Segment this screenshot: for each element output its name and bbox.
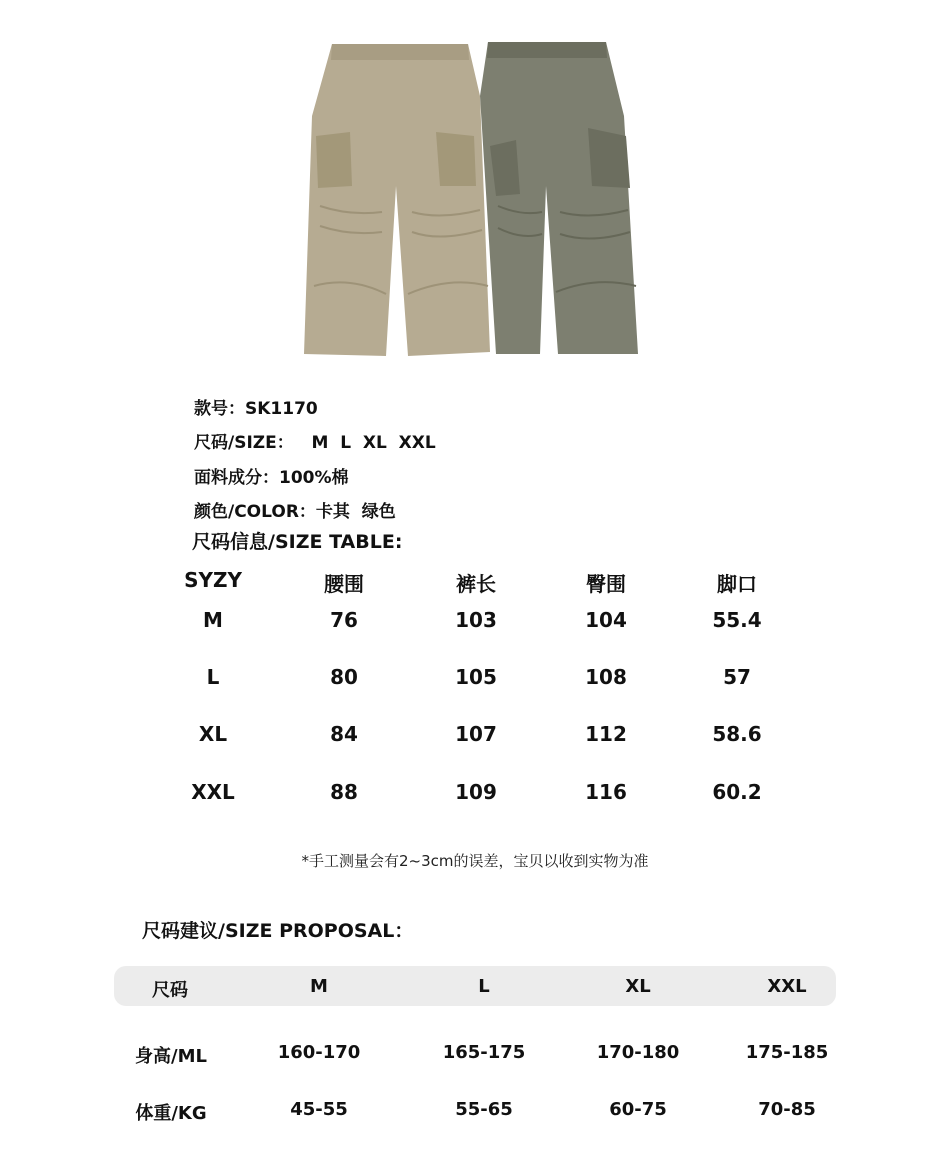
proposal-header: 尺码 bbox=[152, 980, 188, 1001]
proposal-cell: 45-55 bbox=[290, 1099, 348, 1120]
size-table-cell: 112 bbox=[585, 722, 627, 746]
size-table-cell: 55.4 bbox=[712, 608, 762, 632]
size-table-cell: M bbox=[203, 608, 223, 632]
proposal-cell: 60-75 bbox=[609, 1099, 667, 1120]
size-table-header: 脚口 bbox=[717, 572, 757, 596]
proposal-cell: 70-85 bbox=[758, 1099, 816, 1120]
style-number: 款号：SK1170 bbox=[194, 399, 318, 419]
color-options: 颜色/COLOR：卡其 绿色 bbox=[194, 502, 396, 522]
size-table-cell: XXL bbox=[191, 780, 235, 804]
size-table-cell: 57 bbox=[723, 665, 751, 689]
size-table-cell: 84 bbox=[330, 722, 358, 746]
size-table-cell: 76 bbox=[330, 608, 358, 632]
proposal-header: L bbox=[478, 976, 490, 997]
size-table-cell: 104 bbox=[585, 608, 627, 632]
size-table-cell: 108 bbox=[585, 665, 627, 689]
fabric-composition: 面料成分：100%棉 bbox=[194, 468, 349, 488]
size-table-cell: 60.2 bbox=[712, 780, 762, 804]
proposal-cell: 170-180 bbox=[596, 1042, 680, 1063]
size-table-header: 腰围 bbox=[324, 572, 364, 596]
size-table-cell: 58.6 bbox=[712, 722, 762, 746]
proposal-header: M bbox=[310, 976, 328, 997]
size-table-cell: 80 bbox=[330, 665, 358, 689]
proposal-cell: 165-175 bbox=[442, 1042, 526, 1063]
size-table-header: 臀围 bbox=[586, 572, 626, 596]
size-table-header: SYZY bbox=[184, 568, 242, 592]
size-table-cell: 105 bbox=[455, 665, 497, 689]
proposal-cell: 175-185 bbox=[745, 1042, 829, 1063]
proposal-row-label: 体重/KG bbox=[135, 1103, 207, 1124]
proposal-cell: 160-170 bbox=[277, 1042, 361, 1063]
product-photo bbox=[290, 36, 660, 366]
size-list: 尺码/SIZE： M L XL XXL bbox=[194, 433, 436, 453]
proposal-cell: 55-65 bbox=[455, 1099, 513, 1120]
green-pants-image bbox=[480, 42, 638, 354]
khaki-pants-image bbox=[304, 44, 490, 356]
size-table-cell: L bbox=[206, 665, 220, 689]
size-table-title: 尺码信息/SIZE TABLE: bbox=[192, 531, 403, 553]
measurement-note: *手工测量会有2~3cm的误差，宝贝以收到实物为准 bbox=[301, 852, 649, 870]
size-table-cell: 109 bbox=[455, 780, 497, 804]
size-table-cell: 116 bbox=[585, 780, 627, 804]
size-table-cell: XL bbox=[198, 722, 228, 746]
size-table-cell: 103 bbox=[455, 608, 497, 632]
size-table-cell: 88 bbox=[330, 780, 358, 804]
proposal-row-label: 身高/ML bbox=[135, 1046, 207, 1067]
proposal-header: XXL bbox=[767, 976, 807, 997]
size-table-header: 裤长 bbox=[456, 572, 496, 596]
proposal-header: XL bbox=[625, 976, 651, 997]
size-table-cell: 107 bbox=[455, 722, 497, 746]
size-proposal-title: 尺码建议/SIZE PROPOSAL： bbox=[142, 920, 414, 942]
